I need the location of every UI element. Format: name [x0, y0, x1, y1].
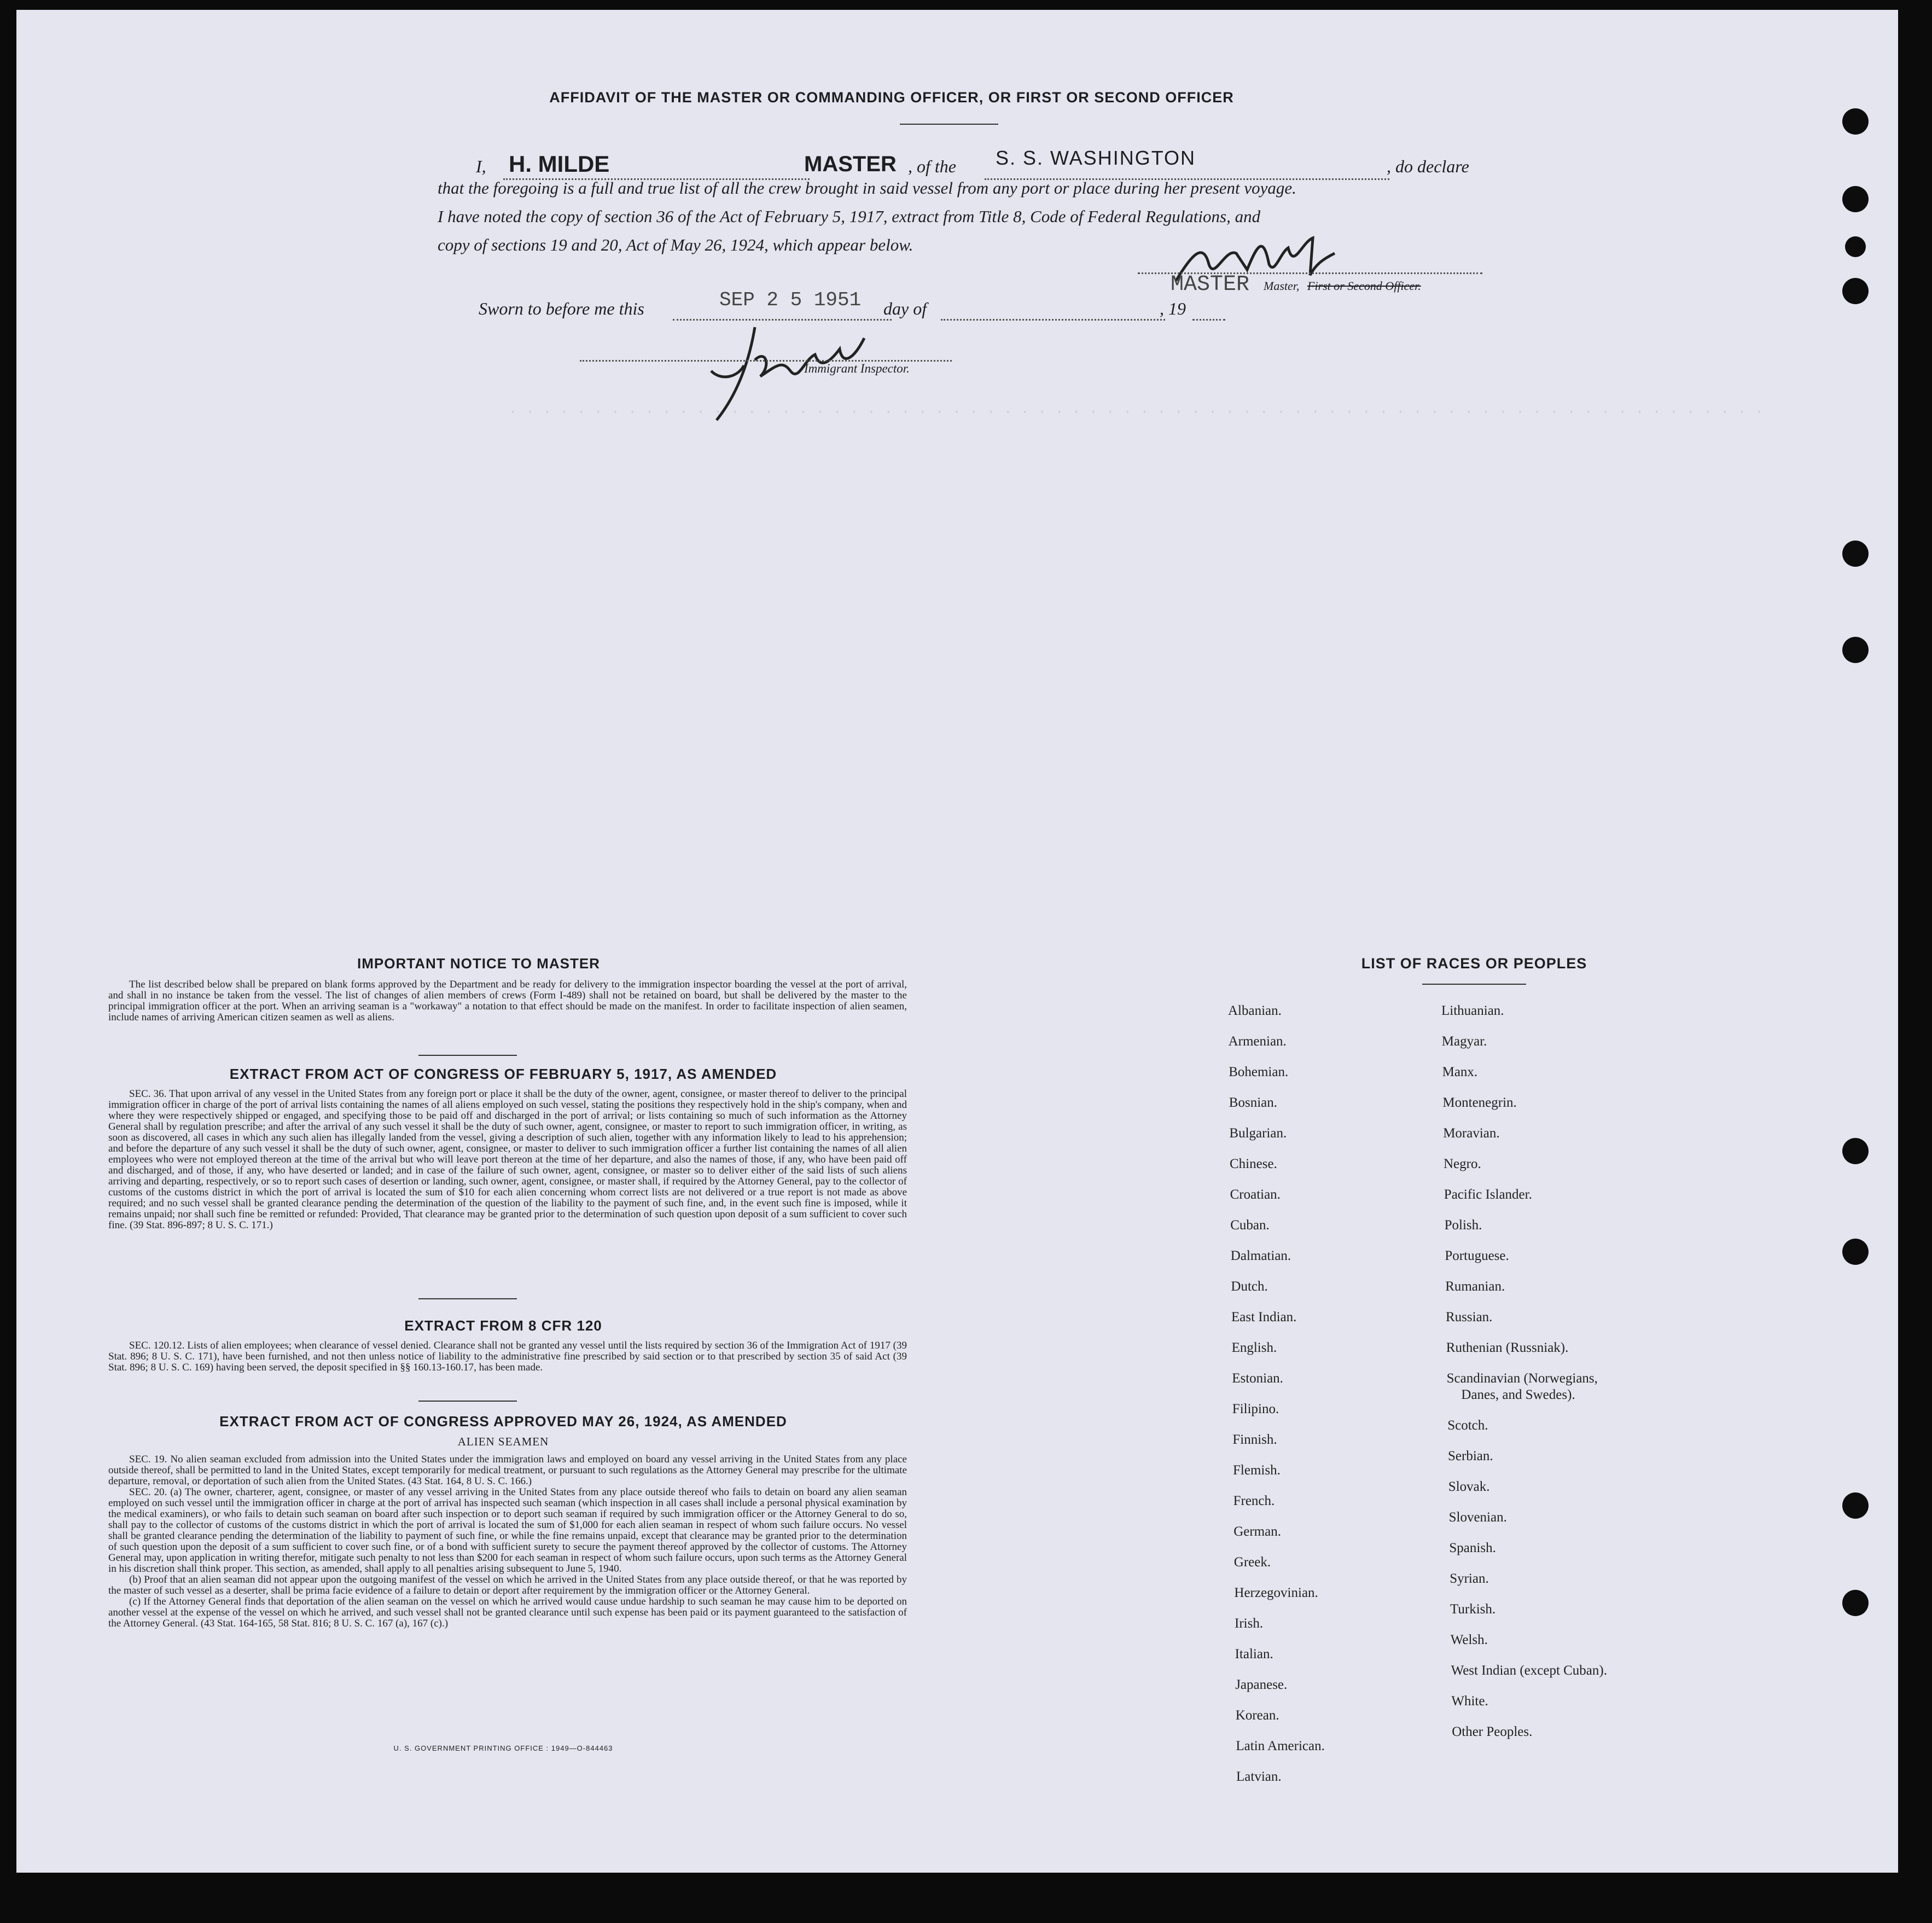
race-item: French.: [1233, 1494, 1275, 1508]
of-the-label: , of the: [908, 156, 956, 176]
printer-imprint: U. S. GOVERNMENT PRINTING OFFICE : 1949—O-844463: [393, 1744, 613, 1752]
inspector-caption: Immigrant Inspector.: [804, 362, 910, 375]
year-label: , 19: [1160, 299, 1186, 318]
sec-120-text: SEC. 120.12. Lists of alien employees; when clearance of vessel denied. Clearance shall not be granted any vessel until the lists required by section 36 of the Immigration Act of 1917 (39 Stat. 896; 8 U. S. C. 171), have been furnished, and not then unless notice of liability to the administrative fine prescribed by said section or to that prescribed by section 35 of said Act (39 Stat. 896; 8 U. S. C. 169) having been served, the deposit specified in §§ 160.13-160.17, has been made.: [108, 1340, 907, 1373]
race-item: Filipino.: [1232, 1402, 1279, 1416]
affidavit-title: AFFIDAVIT OF THE MASTER OR COMMANDING OFFICER, OR FIRST OR SECOND OFFICER: [549, 89, 1234, 106]
fill-line: [1192, 319, 1225, 321]
race-item: Manx.: [1442, 1065, 1478, 1079]
sig-caption-officer: First or Second Officer.: [1307, 279, 1421, 293]
race-item: White.: [1451, 1694, 1488, 1709]
punch-hole: [1842, 637, 1869, 663]
punch-hole: [1842, 186, 1869, 212]
race-item: Japanese.: [1235, 1677, 1288, 1692]
race-item: German.: [1233, 1524, 1281, 1539]
race-item: Lithuanian.: [1441, 1003, 1504, 1018]
rank-entry: MASTER: [804, 152, 897, 176]
race-item: Korean.: [1235, 1708, 1279, 1723]
sec-20a-text: SEC. 20. (a) The owner, charterer, agent, consignee, or master of any vessel arriving in the United States from any place outside thereof who fails to detain on board any alien seaman employed on such vessel until the immigration officer in charge at the port of arrival has inspected such seaman (which inspection in all cases shall include a personal physical examination by the medical examiners), or who fails to detain such seaman on board after such inspection or to deport such seaman if required by such immigration officer or the Attorney General to do so, shall pay to the collector of customs of the customs district in which the port of arrival is located the sum of $1,000 for each alien seaman in respect of whom such failure occurs. No vessel shall be granted clearance pending the determination of the liability to payment of such fine, or while the fine remains unpaid, except that clearance may be granted prior to the determination of such question upon the deposit of a sum sufficient to cover such fine, or of a bond with sufficient surety to secure the payment thereof approved by the collector of customs. The Attorney General may, upon application in writing therefor, mitigate such penalty to not less than $200 for each seaman in respect of whom such failure occurs, upon such terms as the Attorney General in his discretion shall think proper. This section, as amended, shall apply to all penalties arising subsequent to June 5, 1940.: [108, 1486, 907, 1575]
master-name: H. MILDE: [509, 151, 610, 177]
race-item: Montenegrin.: [1442, 1095, 1517, 1110]
sworn-label: Sworn to before me this: [479, 299, 644, 318]
race-item: Negro.: [1444, 1157, 1481, 1171]
punch-hole: [1842, 1492, 1869, 1519]
divider: [418, 1401, 517, 1402]
sec-19-text: SEC. 19. No alien seaman excluded from admission into the United States under the immigration laws and employed on board any vessel arriving in the United States from any place outside thereof, shall be permitted to land in the United States, except temporarily for medical treatment, or pursuant to such regulations as the Attorney General may prescribe for the ultimate departure, removal, or deportation of such alien from the United States. (43 Stat. 164, 8 U. S. C. 166.): [108, 1454, 907, 1487]
race-item: Scandinavian (Norwegians,: [1446, 1371, 1598, 1386]
race-item: Dutch.: [1231, 1279, 1268, 1294]
race-item: Bosnian.: [1229, 1095, 1277, 1110]
declaration-line-3: I have noted the copy of section 36 of the Act of February 5, 1917, extract from Title 8, Code of Federal Regulations, and: [438, 207, 1261, 226]
race-item: East Indian.: [1231, 1310, 1297, 1324]
punch-hole: [1845, 236, 1866, 257]
race-item: Latin American.: [1236, 1739, 1325, 1753]
race-item: Magyar.: [1441, 1034, 1487, 1049]
punch-hole: [1842, 1138, 1869, 1164]
race-item: Rumanian.: [1445, 1279, 1505, 1294]
race-item: Serbian.: [1448, 1449, 1493, 1463]
extract-1924-title: EXTRACT FROM ACT OF CONGRESS APPROVED MAY 26, 1924, AS AMENDED: [219, 1413, 787, 1430]
race-item: English.: [1231, 1340, 1277, 1355]
i-label: I,: [476, 156, 486, 176]
alien-seamen-subtitle: ALIEN SEAMEN: [457, 1435, 549, 1448]
sec-20b-text: (b) Proof that an alien seaman did not appear upon the outgoing manifest of the vessel on which he arrived in the United States from any place outside thereof, or that he was reported by the master of such vessel as a deserter, shall be prima facie evidence of a failure to detain or deport after requirement by the immigration officer or the Attorney General.: [108, 1574, 907, 1596]
race-item: Irish.: [1235, 1616, 1264, 1631]
divider: [1422, 984, 1526, 985]
signer-title-stamp: MASTER: [1171, 272, 1250, 297]
race-item: Slovenian.: [1448, 1510, 1507, 1525]
race-item: Croatian.: [1230, 1187, 1281, 1202]
declaration-line-2: that the foregoing is a full and true list of all the crew brought in said vessel from any port or place during her present voyage.: [438, 178, 1296, 197]
race-item: Ruthenian (Russniak).: [1446, 1340, 1569, 1355]
sec-20c-text: (c) If the Attorney General finds that deportation of the alien seaman on the vessel on which he arrived would cause undue hardship to such seaman he may cause him to be deported on another vessel at the expense of the vessel on which he arrived, and such vessel shall not be granted clearance until such expense has been paid or its payment guaranteed to the satisfaction of the Attorney General. (43 Stat. 164-165, 58 Stat. 816; 8 U. S. C. 167 (a), 167 (c).): [108, 1596, 907, 1629]
race-item: Welsh.: [1450, 1632, 1488, 1647]
races-title: LIST OF RACES OR PEOPLES: [1361, 955, 1587, 972]
punch-hole: [1842, 278, 1869, 304]
divider: [900, 124, 998, 125]
notice-body: [108, 979, 907, 1023]
date-stamp: SEP 2 5 1951: [719, 289, 862, 311]
race-item: Herzegovinian.: [1234, 1585, 1318, 1600]
race-item: West Indian (except Cuban).: [1451, 1663, 1607, 1678]
declaration-line-4: copy of sections 19 and 20, Act of May 26, 1924, which appear below.: [438, 235, 913, 254]
extract-cfr-body: [108, 1340, 907, 1373]
punch-hole: [1842, 1590, 1869, 1616]
punch-hole: [1842, 108, 1869, 135]
race-item: Other Peoples.: [1452, 1724, 1533, 1739]
race-item: Portuguese.: [1445, 1248, 1509, 1263]
extract-1917-title: EXTRACT FROM ACT OF CONGRESS OF FEBRUARY 5, 1917, AS AMENDED: [229, 1066, 777, 1082]
race-item: Italian.: [1235, 1647, 1273, 1661]
race-item: Estonian.: [1232, 1371, 1283, 1386]
race-item: Bulgarian.: [1229, 1126, 1287, 1141]
race-item: Slovak.: [1448, 1479, 1490, 1494]
race-item: Flemish.: [1233, 1463, 1281, 1478]
race-item: Pacific Islander.: [1444, 1187, 1532, 1202]
race-item: Danes, and Swedes).: [1461, 1387, 1575, 1402]
document-page: [16, 10, 1898, 1873]
sig-caption-master: Master,: [1264, 279, 1300, 293]
notice-title: IMPORTANT NOTICE TO MASTER: [357, 955, 600, 972]
extract-1924-body: [108, 1454, 907, 1629]
race-item: Albanian.: [1228, 1003, 1282, 1018]
race-item: Turkish.: [1450, 1602, 1496, 1617]
race-item: Armenian.: [1228, 1034, 1287, 1049]
day-of-label: day of: [883, 299, 927, 318]
race-item: Bohemian.: [1229, 1065, 1289, 1079]
divider: [418, 1298, 517, 1299]
notice-text: The list described below shall be prepared on blank forms approved by the Department and be ready for delivery to the immigration inspector boarding the vessel at the port of arrival, and shall in no instance be taken from the vessel. The list of changes of alien members of crews (Form I-489) shall not be retained on board, but shall be delivered by the master to the principal immigration officer at the port. When an arriving seaman is a "workaway" a notation to that effect should be made on the manifest. In order to facilitate inspection of alien seamen, include names of arriving American citizen seamen as well as aliens.: [108, 979, 907, 1023]
race-item: Polish.: [1444, 1218, 1482, 1233]
race-item: Moravian.: [1443, 1126, 1500, 1141]
punch-hole: [1842, 1239, 1869, 1265]
race-item: Finnish.: [1232, 1432, 1277, 1447]
extract-1917-body: [108, 1089, 907, 1231]
race-item: Cuban.: [1230, 1218, 1270, 1233]
race-item: Scotch.: [1447, 1418, 1488, 1433]
race-item: Syrian.: [1450, 1571, 1489, 1586]
sec-36-text: SEC. 36. That upon arrival of any vessel in the United States from any foreign port or place it shall be the duty of the owner, agent, consignee, or master thereof to deliver to the principal immigration officer in charge of the port of arrival lists containing the names of all aliens employed on such vessel, stating the positions they respectively hold in the ship's company, when and where they were respectively shipped or engaged, and specifying those to be paid off and discharged in the port of arrival; or lists containing so much of such information as the Attorney General shall by regulation prescribe; and after the arrival of any such vessel it shall be the duty of such owner, agent, consignee, or master to report to such immigration officer, in writing, as soon as discovered, all cases in which any such alien has illegally landed from the vessel, giving a description of such alien, together with any information likely to lead to his apprehension; and before the departure of any such vessel it shall be the duty of such owner, agent, consignee, or master to deliver to such immigration officer a further list containing the names of all alien employees who were not employed thereon at the time of the arrival but who will leave port thereon at the time of her departure, and also the names of those, if any, who have been paid off and discharged, and of those, if any, who have deserted or landed; and in case of the failure of such owner, agent, consignee, or master so to deliver either of the said lists of such aliens arriving and departing, respectively, or so to report such cases of desertion or landing, such owner, agent, consignee, or master shall, if required by the Attorney General, pay to the collector of customs of the customs district in which the port of arrival is located the sum of $10 for each alien concerning whom correct lists are not delivered or a true report is not made as above required; and no such vessel shall be granted clearance pending the determination of the question of the liability to the payment of such fine, and, in the event such fine is imposed, while it remains unpaid; nor shall such fine be remitted or refunded: Provided, That clearance may be granted prior to the determination of such question upon deposit of a sum sufficient to cover such fine. (39 Stat. 896-897; 8 U. S. C. 171.): [108, 1088, 907, 1231]
race-item: Greek.: [1233, 1555, 1271, 1570]
vessel-name: S. S. WASHINGTON: [996, 147, 1196, 169]
race-item: Dalmatian.: [1230, 1248, 1291, 1263]
punch-hole: [1842, 541, 1869, 567]
do-declare-label: , do declare: [1387, 156, 1469, 176]
race-item: Russian.: [1446, 1310, 1493, 1324]
race-item: Latvian.: [1236, 1769, 1282, 1784]
extract-cfr-title: EXTRACT FROM 8 CFR 120: [404, 1317, 602, 1334]
divider: [418, 1055, 517, 1056]
bleed-through: · · · · · · · · · · · · · · · · · · · · · · · · · · · · · · · · · · · · · · · · · · · · · · · · · · · · · · · · · · · · · · · · · · · · · · · · · ·: [509, 404, 1764, 420]
race-item: Spanish.: [1449, 1541, 1496, 1555]
fill-line: [941, 319, 1165, 321]
race-item: Chinese.: [1230, 1157, 1277, 1171]
